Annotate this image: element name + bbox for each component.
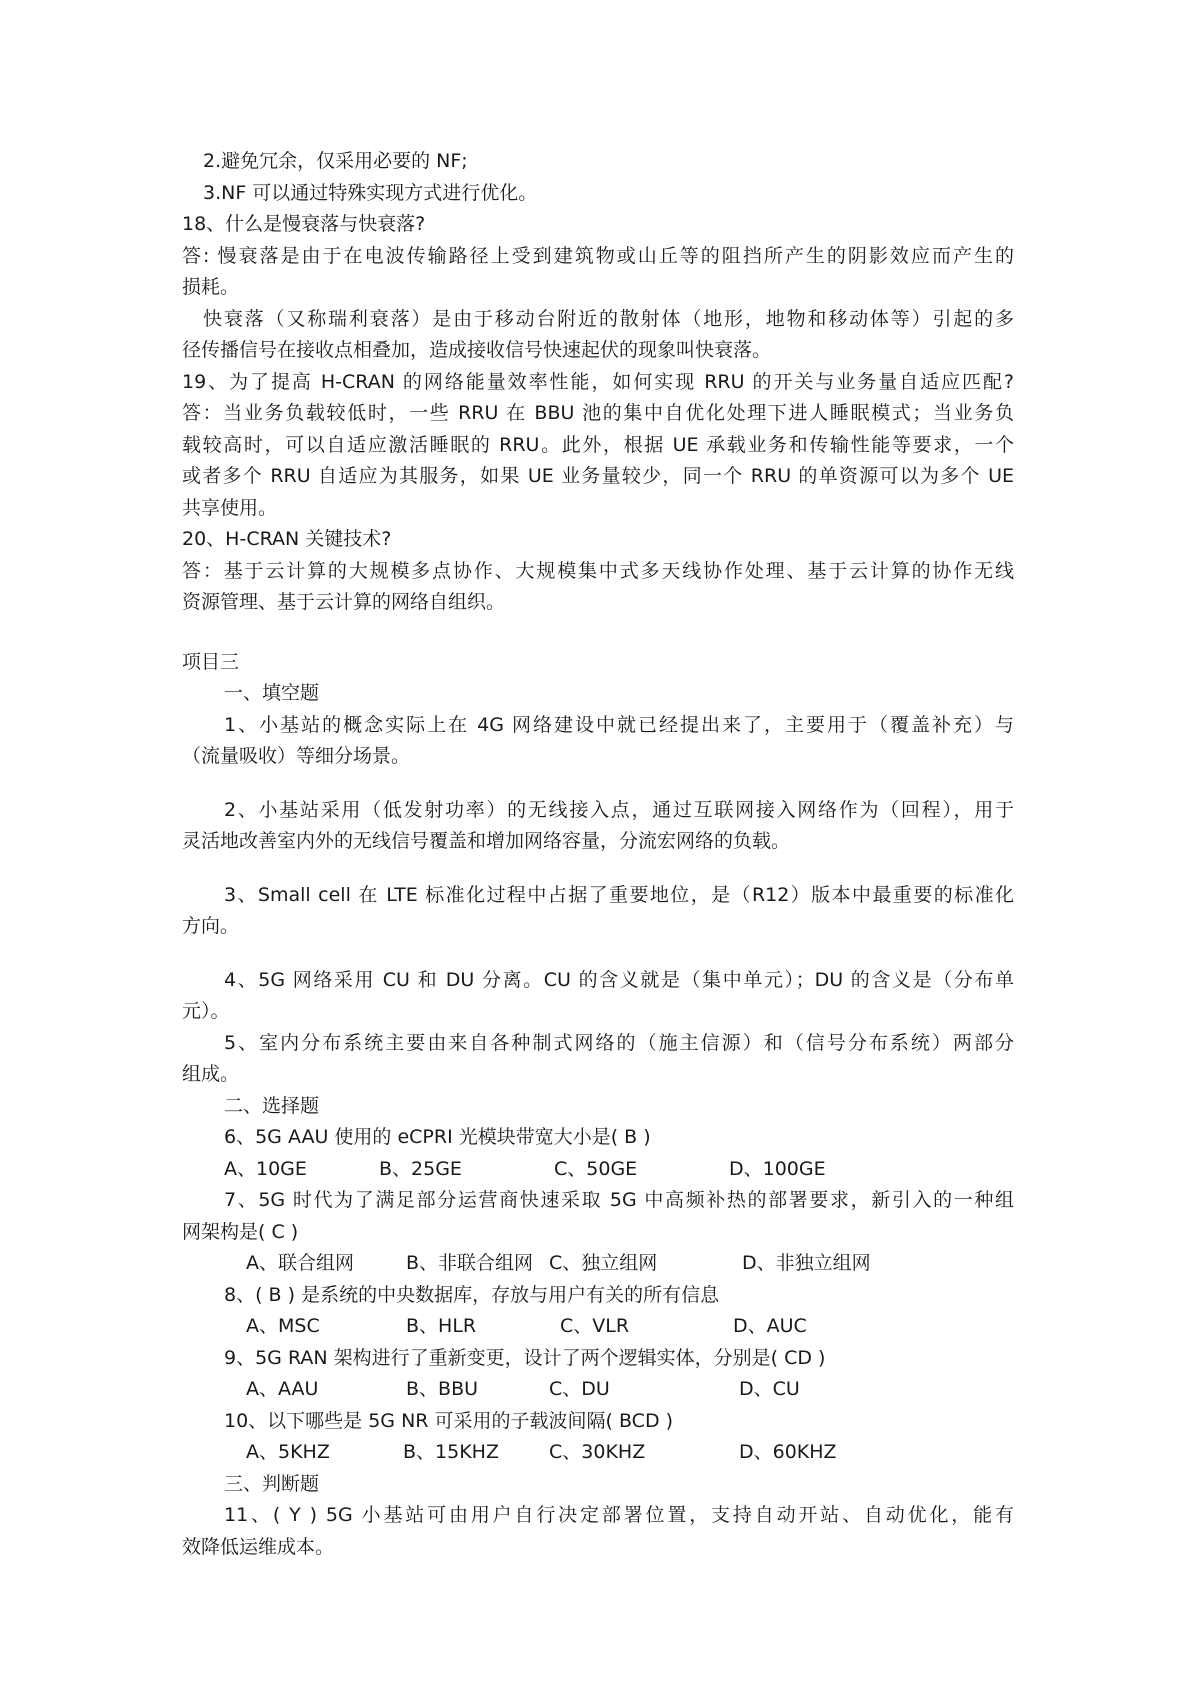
choice-q7-line-2: 网架构是( C ) bbox=[182, 1220, 299, 1243]
choice-q9-options bbox=[182, 1374, 1014, 1406]
choice-q7-line-1: 7、5G 时代为了满足部分运营商快速采取 5G 中高频补热的部署要求，新引入的一种组 bbox=[224, 1189, 1014, 1211]
answer-18-line-4: 径传播信号在接收点相叠加，造成接收信号快速起伏的现象叫快衰落。 bbox=[182, 339, 772, 361]
option-b: B、HLR bbox=[406, 1315, 477, 1337]
option-c: C、30KHZ bbox=[549, 1441, 646, 1463]
fill-q3-line-1: 3、Small cell 在 LTE 标准化过程中占据了重要地位，是（R12）版本中最重要的标准化 bbox=[224, 883, 1014, 906]
option-b: B、25GE bbox=[379, 1157, 462, 1180]
answer-18-line-3: 快衰落（又称瑞利衰落）是由于移动台附近的散射体（地形，地物和移动体等）引起的多 bbox=[203, 307, 1014, 330]
answer-19-line-4: 共享使用。 bbox=[182, 496, 278, 519]
answer-20-line-2: 资源管理、基于云计算的网络自组织。 bbox=[182, 591, 506, 613]
option-d: D、AUC bbox=[733, 1315, 807, 1337]
fill-q1-line-1: 1、小基站的概念实际上在 4G 网络建设中就已经提出来了，主要用于（覆盖补充）与 bbox=[224, 713, 1014, 736]
fill-q4-line-2: 元）。 bbox=[182, 1000, 230, 1022]
answer-20-line-1: 答：基于云计算的大规模多点协作、大规模集中式多天线协作处理、基于云计算的协作无线 bbox=[182, 559, 1014, 582]
option-a: A、MSC bbox=[246, 1315, 320, 1337]
option-b: B、BBU bbox=[406, 1378, 479, 1400]
fill-q1-line-2: （流量吸收）等细分场景。 bbox=[182, 745, 411, 767]
document-body bbox=[182, 146, 1014, 1563]
choice-q10-options bbox=[182, 1437, 1014, 1469]
judge-heading: 三、判断题 bbox=[224, 1472, 320, 1495]
option-a: A、10GE bbox=[224, 1157, 307, 1180]
choice-q8: 8、( B ) 是系统的中央数据库，存放与用户有关的所有信息 bbox=[224, 1283, 720, 1306]
choice-q10: 10、以下哪些是 5G NR 可采用的子载波间隔( BCD ) bbox=[224, 1409, 674, 1432]
option-d: D、100GE bbox=[729, 1157, 826, 1180]
fill-q4-line-1: 4、5G 网络采用 CU 和 DU 分离。CU 的含义就是（集中单元）；DU 的含义是（分布单 bbox=[224, 968, 1014, 991]
nf-principle-2: 2.避免冗余，仅采用必要的 NF; bbox=[203, 150, 468, 172]
choice-q7-options bbox=[182, 1248, 1014, 1280]
choice-q6-options bbox=[182, 1154, 1014, 1186]
fill-in-heading: 一、填空题 bbox=[224, 682, 320, 704]
answer-18-line-1: 答: 慢衰落是由于在电波传输路径上受到建筑物或山丘等的阻挡所产生的阴影效应而产生的 bbox=[182, 244, 1014, 267]
answer-18-line-2: 损耗。 bbox=[182, 276, 240, 298]
fill-q2-line-2: 灵活地改善室内外的无线信号覆盖和增加网络容量，分流宏网络的负载。 bbox=[182, 830, 791, 852]
option-c: C、50GE bbox=[554, 1157, 638, 1180]
question-19: 19、为了提高 H-CRAN 的网络能量效率性能，如何实现 RRU 的开关与业务量自适应匹配? bbox=[182, 370, 1014, 393]
answer-19-line-1: 答：当业务负载较低时，一些 RRU 在 BBU 池的集中自优化处理下进人睡眠模式；当业务负 bbox=[182, 402, 1014, 424]
answer-19-line-2: 载较高时，可以自适应激活睡眠的 RRU。此外，根据 UE 承载业务和传输性能等要求，一个 bbox=[182, 433, 1014, 456]
option-a: A、联合组网 bbox=[246, 1252, 354, 1274]
choice-q8-options bbox=[182, 1311, 1014, 1343]
option-a: A、AAU bbox=[246, 1378, 319, 1400]
choice-q6: 6、5G AAU 使用的 eCPRI 光模块带宽大小是( B ) bbox=[224, 1126, 651, 1148]
answer-19-line-3: 或者多个 RRU 自适应为其服务，如果 UE 业务量较少，同一个 RRU 的单资源可以为多个 UE bbox=[182, 465, 1014, 487]
option-d: D、CU bbox=[739, 1378, 800, 1400]
question-18: 18、什么是慢衰落与快衰落? bbox=[182, 213, 426, 235]
option-b: B、非联合组网 bbox=[406, 1252, 534, 1274]
option-a: A、5KHZ bbox=[246, 1441, 330, 1463]
fill-q5-line-1: 5、室内分布系统主要由来自各种制式网络的（施主信源）和（信号分布系统）两部分 bbox=[224, 1031, 1014, 1054]
option-d: D、非独立组网 bbox=[742, 1252, 871, 1274]
option-c: C、VLR bbox=[560, 1315, 630, 1337]
choice-q9: 9、5G RAN 架构进行了重新变更，设计了两个逻辑实体，分别是( CD ) bbox=[224, 1346, 826, 1369]
option-c: C、独立组网 bbox=[549, 1252, 658, 1274]
project-3-title: 项目三 bbox=[182, 650, 240, 673]
option-c: C、DU bbox=[549, 1378, 610, 1400]
option-b: B、15KHZ bbox=[403, 1441, 499, 1463]
fill-q2-line-1: 2、小基站采用（低发射功率）的无线接入点，通过互联网接入网络作为（回程），用于 bbox=[224, 798, 1014, 821]
judge-q11-line-2: 效降低运维成本。 bbox=[182, 1535, 335, 1558]
option-d: D、60KHZ bbox=[739, 1441, 837, 1463]
nf-principle-3: 3.NF 可以通过特殊实现方式进行优化。 bbox=[203, 181, 538, 204]
question-20: 20、H-CRAN 关键技术? bbox=[182, 528, 392, 550]
fill-q3-line-2: 方向。 bbox=[182, 915, 240, 937]
choice-heading: 二、选择题 bbox=[224, 1094, 320, 1117]
judge-q11-line-1: 11、( Y ) 5G 小基站可由用户自行决定部署位置，支持自动开站、自动优化，能有 bbox=[224, 1504, 1014, 1526]
fill-q5-line-2: 组成。 bbox=[182, 1063, 240, 1085]
